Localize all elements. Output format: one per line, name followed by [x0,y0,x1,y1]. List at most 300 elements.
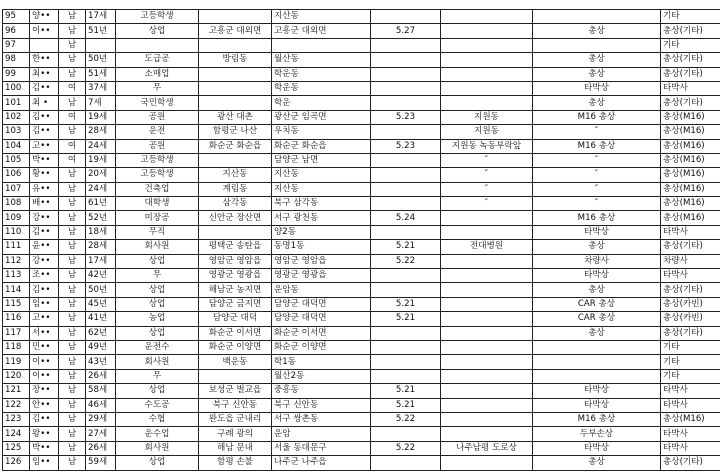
name-cell: 김•• [30,283,59,297]
location-cell [441,24,533,38]
location-cell [441,254,533,268]
injury-place-cell: 지산동 [272,10,371,24]
occupation-cell: 고등학생 [116,168,199,182]
table-row [3,24,720,38]
date-cell: 5.24 [371,211,441,225]
table-row [3,269,720,283]
sex-cell: 남 [59,211,86,225]
occupation-cell: 회사원 [116,441,199,455]
date-cell [371,38,441,52]
table-row [3,81,720,95]
table-row [3,340,720,354]
sex-cell: 남 [59,340,86,354]
location-cell [441,269,533,283]
injury-place-cell: 화순군 이서면 [272,326,371,340]
injury-place-cell [272,38,371,52]
row-number: 115 [3,297,30,311]
injury-cell [533,355,661,369]
name-cell [30,38,59,52]
occupation-cell: 운수업 [116,427,199,441]
location-cell [441,53,533,67]
injury-cell: 총상 [533,283,661,297]
injury-place-cell: 담양군 대덕면 [272,312,371,326]
address-cell: 구례 광의 [199,427,272,441]
injury-cell: M16 총상 [533,412,661,426]
injury-cell: 총상 [533,53,661,67]
type-cell: 기타 [661,38,720,52]
row-number: 123 [3,412,30,426]
name-cell: 장•• [30,384,59,398]
age-cell: 19세 [86,110,116,124]
row-number: 98 [3,53,30,67]
location-cell: 지원동 녹동부락앞 [441,139,533,153]
injury-cell [533,369,661,383]
row-number: 112 [3,254,30,268]
address-cell: 화순군 이양면 [199,340,272,354]
row-number: 95 [3,10,30,24]
type-cell: 총상(기타) [661,326,720,340]
row-number: 124 [3,427,30,441]
sex-cell: 남 [59,96,86,110]
occupation-cell: 고등학생 [116,153,199,167]
row-number: 116 [3,312,30,326]
type-cell: 타박사 [661,225,720,239]
address-cell [199,67,272,81]
injury-place-cell: 북구 삼각동 [272,197,371,211]
type-cell: 총상(M16) [661,211,720,225]
table-row [3,384,720,398]
occupation-cell: 무 [116,269,199,283]
row-number: 106 [3,168,30,182]
row-number: 126 [3,456,30,470]
name-cell: 서•• [30,326,59,340]
age-cell: 26세 [86,369,116,383]
address-cell: 백운동 [199,355,272,369]
location-cell: ″ [441,168,533,182]
injury-cell: ″ [533,153,661,167]
injury-cell: ″ [533,125,661,139]
table-row [3,297,720,311]
table-row [3,369,720,383]
row-number: 102 [3,110,30,124]
injury-place-cell: 서구 광천동 [272,211,371,225]
table-row [3,283,720,297]
location-cell [441,10,533,24]
occupation-cell: 국민학생 [116,96,199,110]
row-number: 119 [3,355,30,369]
table-row [3,312,720,326]
date-cell [371,456,441,470]
table-row [3,197,720,211]
table-row [3,398,720,412]
date-cell [371,182,441,196]
date-cell [371,53,441,67]
date-cell [371,369,441,383]
age-cell: 59세 [86,456,116,470]
date-cell [371,67,441,81]
age-cell: 49년 [86,340,116,354]
name-cell: 최•• [30,67,59,81]
age-cell: 61년 [86,197,116,211]
sex-cell: 남 [59,369,86,383]
location-cell: 지원동 [441,110,533,124]
type-cell: 타박사 [661,384,720,398]
age-cell: 28세 [86,240,116,254]
sex-cell: 남 [59,384,86,398]
type-cell: 총상(M16) [661,110,720,124]
occupation-cell: 상업 [116,24,199,38]
row-number: 111 [3,240,30,254]
address-cell [199,10,272,24]
occupation-cell: 회사원 [116,240,199,254]
occupation-cell: 고등학생 [116,10,199,24]
date-cell [371,427,441,441]
injury-place-cell: 운암동 [272,283,371,297]
date-cell [371,269,441,283]
name-cell: 임•• [30,297,59,311]
row-number: 103 [3,125,30,139]
name-cell: 김•• [30,225,59,239]
row-number: 99 [3,67,30,81]
age-cell: 17세 [86,10,116,24]
type-cell: 기타 [661,369,720,383]
name-cell: 박•• [30,441,59,455]
injury-place-cell: 월산2동 [272,369,371,383]
name-cell: 고•• [30,312,59,326]
date-cell [371,81,441,95]
injury-cell: 총상 [533,24,661,38]
sex-cell: 여 [59,139,86,153]
date-cell: 5.21 [371,384,441,398]
type-cell: 총상(M16) [661,412,720,426]
sex-cell: 남 [59,168,86,182]
name-cell: 김•• [30,125,59,139]
age-cell: 50년 [86,53,116,67]
sex-cell: 남 [59,297,86,311]
name-cell: 안•• [30,398,59,412]
location-cell [441,326,533,340]
injury-cell: 총상 [533,67,661,81]
date-cell [371,125,441,139]
injury-place-cell: 학1동 [272,355,371,369]
location-cell [441,412,533,426]
type-cell: 총상(기타) [661,283,720,297]
date-cell [371,283,441,297]
row-number: 110 [3,225,30,239]
location-cell [441,225,533,239]
sex-cell: 남 [59,412,86,426]
injury-place-cell: 학운동 [272,67,371,81]
date-cell: 5.27 [371,24,441,38]
date-cell [371,153,441,167]
sex-cell: 남 [59,225,86,239]
age-cell: 45년 [86,297,116,311]
injury-cell [533,10,661,24]
address-cell: 고흥군 대외면 [199,24,272,38]
occupation-cell: 무 [116,81,199,95]
injury-cell: ″ [533,182,661,196]
age-cell: 51세 [86,67,116,81]
address-cell: 평택군 송탄읍 [199,240,272,254]
row-number: 96 [3,24,30,38]
injury-cell: 타박상 [533,81,661,95]
injury-cell: CAR 총상 [533,312,661,326]
table-row [3,211,720,225]
type-cell: 기타 [661,355,720,369]
address-cell: 해남군 농지면 [199,283,272,297]
type-cell: 총상(카빈) [661,312,720,326]
sex-cell: 남 [59,441,86,455]
address-cell: 삼각동 [199,197,272,211]
injury-cell: CAR 총상 [533,297,661,311]
injury-cell: 총상 [533,240,661,254]
location-cell [441,355,533,369]
table-row [3,182,720,196]
name-cell: 최 • [30,96,59,110]
injury-place-cell: 양2동 [272,225,371,239]
age-cell: 50년 [86,283,116,297]
name-cell: 고•• [30,139,59,153]
address-cell: 함평 손불 [199,456,272,470]
type-cell: 총상(기타) [661,96,720,110]
sex-cell: 남 [59,182,86,196]
age-cell: 62년 [86,326,116,340]
row-number: 118 [3,340,30,354]
table-row [3,240,720,254]
row-number: 104 [3,139,30,153]
type-cell: 총상(M16) [661,182,720,196]
injury-place-cell: 서울 동대문구 [272,441,371,455]
occupation-cell: 회사원 [116,355,199,369]
table-row [3,139,720,153]
casualty-table [2,9,720,471]
occupation-cell: 농업 [116,312,199,326]
sex-cell: 남 [59,197,86,211]
table-row [3,125,720,139]
sex-cell: 남 [59,53,86,67]
sex-cell: 남 [59,67,86,81]
location-cell: ″ [441,182,533,196]
name-cell: 박•• [30,153,59,167]
table-row [3,96,720,110]
address-cell: 영암군 영암읍 [199,254,272,268]
address-cell [199,38,272,52]
location-cell: ″ [441,153,533,167]
type-cell: 기타 [661,340,720,354]
location-cell: 전대병원 [441,240,533,254]
type-cell: 총상(기타) [661,53,720,67]
table-row [3,441,720,455]
injury-place-cell: 담양군 남면 [272,153,371,167]
injury-place-cell: 나주군 나주읍 [272,456,371,470]
age-cell: 51년 [86,24,116,38]
name-cell: 임•• [30,456,59,470]
date-cell [371,225,441,239]
row-number: 125 [3,441,30,455]
injury-cell: 타박상 [533,441,661,455]
date-cell: 5.21 [371,297,441,311]
address-cell: 계림동 [199,182,272,196]
address-cell: 담양군 대덕 [199,312,272,326]
type-cell: 총상(M16) [661,197,720,211]
injury-cell: 두부손상 [533,427,661,441]
occupation-cell: 상업 [116,384,199,398]
injury-place-cell: 화순군 이양면 [272,340,371,354]
address-cell: 보성군 벌교읍 [199,384,272,398]
table-row [3,168,720,182]
age-cell: 20세 [86,168,116,182]
sex-cell: 남 [59,326,86,340]
date-cell [371,10,441,24]
row-number: 105 [3,153,30,167]
date-cell [371,340,441,354]
type-cell: 타박사 [661,427,720,441]
name-cell: 유•• [30,182,59,196]
address-cell [199,225,272,239]
injury-cell: M16 총상 [533,139,661,153]
type-cell: 타박사 [661,81,720,95]
date-cell [371,326,441,340]
date-cell: 5.22 [371,254,441,268]
sex-cell: 남 [59,312,86,326]
occupation-cell: 상업 [116,297,199,311]
table-row [3,326,720,340]
date-cell [371,197,441,211]
injury-place-cell: 서구 쌍촌동 [272,412,371,426]
row-number: 100 [3,81,30,95]
name-cell: 한•• [30,53,59,67]
row-number: 122 [3,398,30,412]
type-cell: 타박사 [661,398,720,412]
sex-cell: 여 [59,153,86,167]
injury-place-cell: 화순군 화순읍 [272,139,371,153]
type-cell: 타박사 [661,441,720,455]
location-cell [441,398,533,412]
age-cell: 24세 [86,139,116,153]
address-cell: 신안군 장산면 [199,211,272,225]
row-number: 107 [3,182,30,196]
location-cell [441,384,533,398]
table-row [3,412,720,426]
injury-cell: ″ [533,168,661,182]
occupation-cell: 상업 [116,456,199,470]
name-cell: 배•• [30,197,59,211]
table-row [3,355,720,369]
date-cell: 5.23 [371,139,441,153]
occupation-cell: 공원 [116,139,199,153]
injury-cell [533,340,661,354]
sex-cell: 남 [59,355,86,369]
age-cell: 7세 [86,96,116,110]
age-cell: 28세 [86,125,116,139]
type-cell: 총상(기타) [661,456,720,470]
occupation-cell: 운전수 [116,340,199,354]
sex-cell: 남 [59,10,86,24]
sex-cell: 남 [59,240,86,254]
type-cell: 총상(기타) [661,240,720,254]
occupation-cell [116,38,199,52]
age-cell: 52년 [86,211,116,225]
location-cell [441,96,533,110]
injury-place-cell: 담양군 대덕면 [272,297,371,311]
address-cell: 완도읍 군내리 [199,412,272,426]
location-cell [441,456,533,470]
injury-cell: M16 총상 [533,110,661,124]
injury-place-cell: 중흥동 [272,384,371,398]
location-cell [441,297,533,311]
row-number: 120 [3,369,30,383]
type-cell: 총상(카빈) [661,297,720,311]
address-cell [199,153,272,167]
table-row [3,53,720,67]
sex-cell: 남 [59,269,86,283]
name-cell: 왕•• [30,427,59,441]
table-row [3,110,720,124]
sex-cell: 남 [59,24,86,38]
injury-cell: 타박상 [533,225,661,239]
name-cell: 양•• [30,10,59,24]
name-cell: 조•• [30,269,59,283]
injury-place-cell: 운암 [272,427,371,441]
type-cell: 기타 [661,10,720,24]
injury-cell: 총상 [533,326,661,340]
injury-place-cell: 학운 [272,96,371,110]
age-cell: 41년 [86,312,116,326]
table-row [3,427,720,441]
injury-cell: 차량사 [533,254,661,268]
injury-place-cell: 광산군 임곡면 [272,110,371,124]
injury-place-cell: 북구 신안동 [272,398,371,412]
age-cell: 37세 [86,81,116,95]
address-cell: 담양군 금지면 [199,297,272,311]
occupation-cell: 무 [116,369,199,383]
table-body [3,10,720,471]
location-cell [441,283,533,297]
occupation-cell: 건축업 [116,182,199,196]
age-cell: 24세 [86,182,116,196]
age-cell: 46세 [86,398,116,412]
age-cell: 43년 [86,355,116,369]
injury-cell: M16 총상 [533,211,661,225]
type-cell: 타박사 [661,269,720,283]
age-cell: 26세 [86,441,116,455]
occupation-cell: 수협 [116,412,199,426]
sex-cell: 남 [59,254,86,268]
row-number: 121 [3,384,30,398]
name-cell: 윤•• [30,240,59,254]
age-cell: 42년 [86,269,116,283]
date-cell [371,168,441,182]
address-cell [199,369,272,383]
date-cell: 5.21 [371,398,441,412]
address-cell: 광산 대촌 [199,110,272,124]
location-cell: 나주남평 도로상 [441,441,533,455]
injury-place-cell: 영광군 영광읍 [272,269,371,283]
address-cell: 함평군 나산 [199,125,272,139]
table-row [3,10,720,24]
type-cell: 총상(M16) [661,153,720,167]
type-cell: 차량사 [661,254,720,268]
name-cell: 강•• [30,211,59,225]
row-number: 117 [3,326,30,340]
location-cell: 지원동 [441,125,533,139]
row-number: 101 [3,96,30,110]
row-number: 109 [3,211,30,225]
occupation-cell: 소매업 [116,67,199,81]
address-cell: 방림동 [199,53,272,67]
table-row [3,38,720,52]
location-cell [441,211,533,225]
